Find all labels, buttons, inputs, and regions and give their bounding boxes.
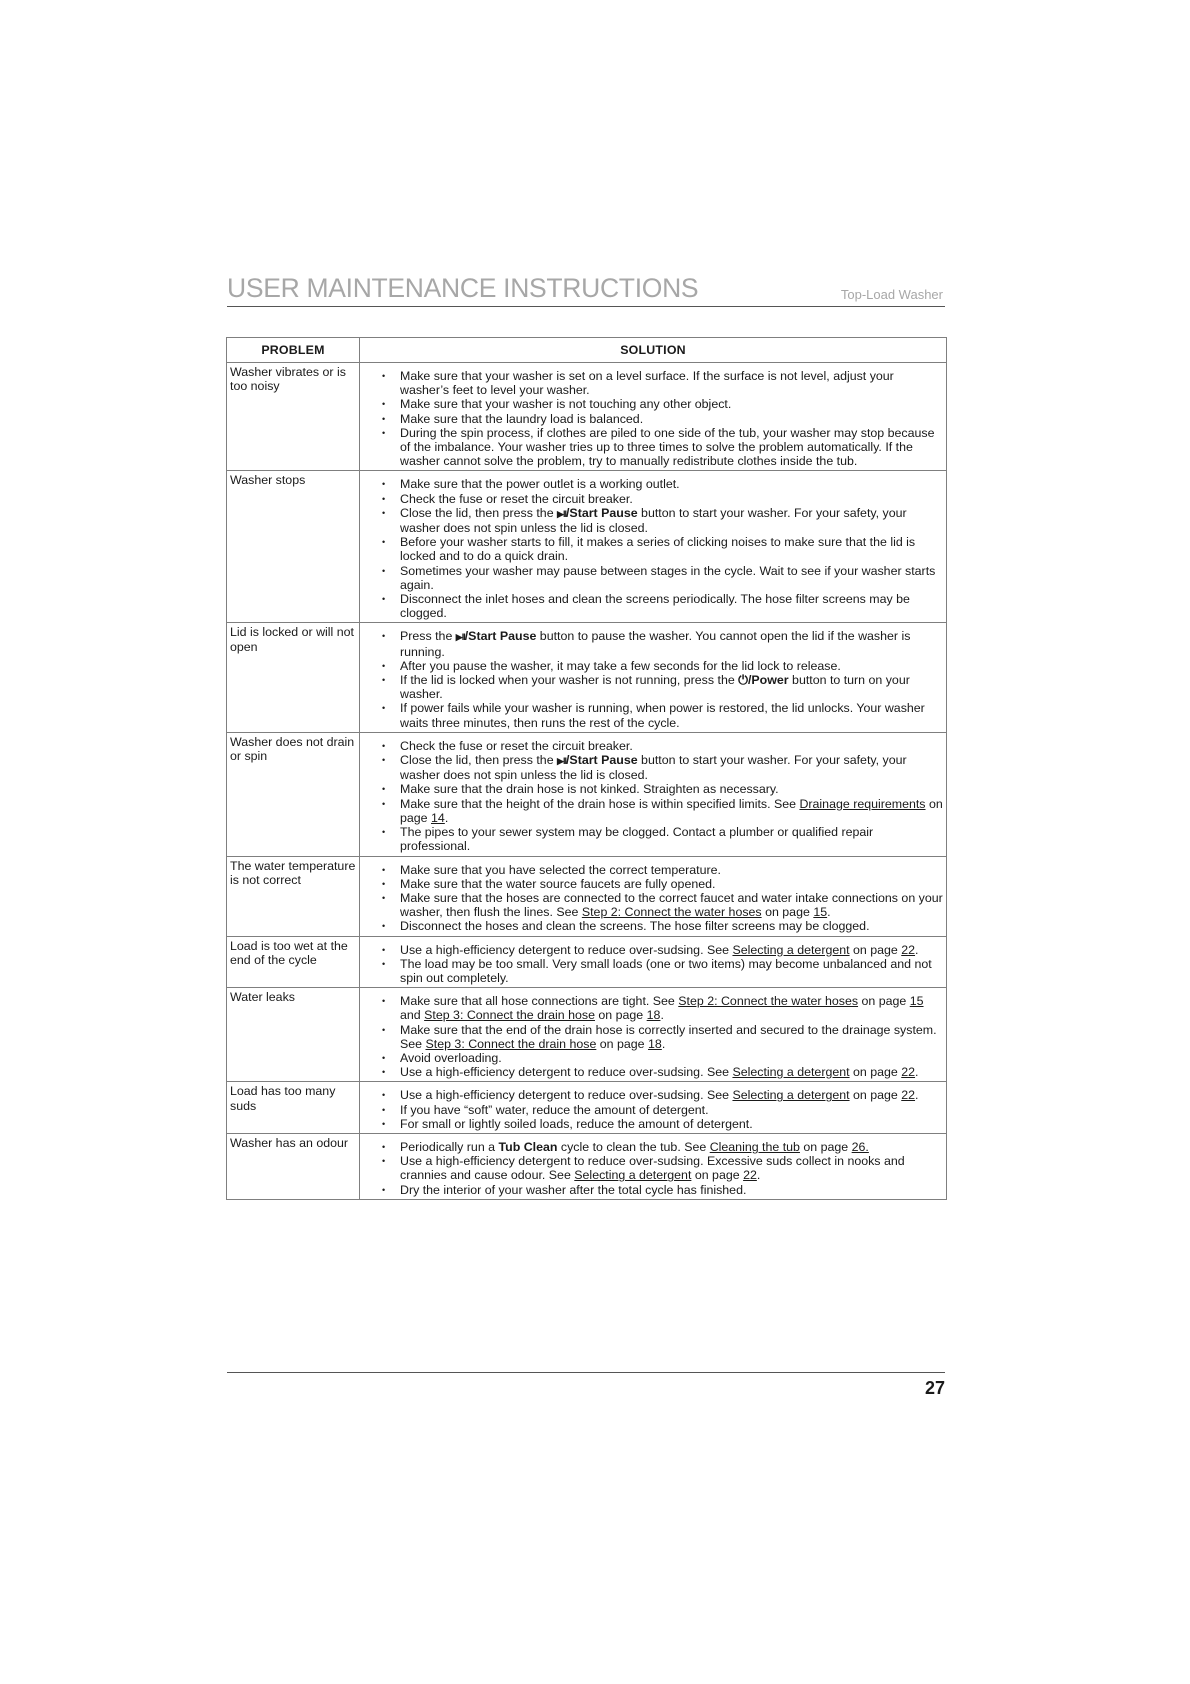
solution-text: on page xyxy=(849,1088,902,1103)
solution-item xyxy=(374,477,943,491)
control-label: /Start Pause xyxy=(565,753,638,768)
solution-cell xyxy=(360,1082,947,1134)
problem-cell: Lid is locked or will not open xyxy=(227,623,360,732)
table-body xyxy=(227,363,947,1200)
play-pause-icon: ▶II xyxy=(455,632,465,643)
solution-text: Dry the interior of your washer after the total cycle has finished. xyxy=(400,1182,747,1197)
footer-rule xyxy=(227,1372,945,1373)
solution-item xyxy=(374,782,943,796)
solution-text: Use a high-efficiency detergent to reduce over-sudsing. See xyxy=(400,942,733,957)
solution-item xyxy=(374,673,943,701)
solution-text: . xyxy=(444,810,449,825)
solution-item xyxy=(374,1103,943,1117)
solution-text: on page xyxy=(799,1139,852,1154)
column-header-solution: SOLUTION xyxy=(360,338,947,363)
solution-cell xyxy=(360,856,947,936)
problem-cell: Washer vibrates or is too noisy xyxy=(227,363,360,471)
solution-text: After you pause the washer, it may take a few seconds for the lid lock to release. xyxy=(400,658,841,673)
page-header xyxy=(227,266,945,307)
cross-reference-link[interactable]: 14 xyxy=(431,810,445,825)
solution-text: on page xyxy=(400,796,943,825)
solution-cell xyxy=(360,988,947,1082)
cross-reference-link[interactable]: 22 xyxy=(901,942,916,957)
solution-list xyxy=(374,477,943,620)
solution-text: Check the fuse or reset the circuit breaker. xyxy=(400,738,633,753)
solution-cell xyxy=(360,623,947,732)
solution-text: . xyxy=(915,1088,919,1103)
cross-reference-link[interactable]: Step 3: Connect the drain hose xyxy=(425,1036,597,1051)
cross-reference-link[interactable]: Drainage requirements xyxy=(799,796,926,811)
solution-item xyxy=(374,797,943,825)
solution-list xyxy=(374,369,943,468)
solution-text: Disconnect the hoses and clean the screens. The hose filter screens may be clogged. xyxy=(400,919,870,934)
solution-text: Make sure that the hoses are connected to the correct faucet and water intake connections on your washer, then flush the lines. See xyxy=(400,890,943,920)
table-row xyxy=(227,936,947,988)
solution-item xyxy=(374,564,943,592)
table-row xyxy=(227,988,947,1082)
table-row xyxy=(227,471,947,623)
solution-item xyxy=(374,739,943,753)
solution-text: Periodically run a xyxy=(400,1139,499,1154)
solution-text: Close the lid, then press the xyxy=(400,753,558,768)
solution-text: If the lid is locked when your washer is not running, press the xyxy=(400,673,739,688)
cross-reference-link[interactable]: Step 2: Connect the water hoses xyxy=(581,905,762,920)
table-header-row xyxy=(227,338,947,363)
solution-text: Press the xyxy=(400,629,456,644)
solution-cell xyxy=(360,363,947,471)
solution-text: Make sure that the end of the drain hose is correctly inserted and secured to the drainage system. See xyxy=(400,1022,937,1051)
control-label: Tub Clean xyxy=(498,1139,558,1154)
solution-list xyxy=(374,739,943,854)
table-row xyxy=(227,732,947,856)
solution-text: Make sure that the water source faucets are fully opened. xyxy=(400,876,716,891)
problem-cell: Water leaks xyxy=(227,988,360,1082)
solution-text: on page xyxy=(596,1036,649,1051)
solution-item xyxy=(374,659,943,673)
solution-text: on page xyxy=(849,942,902,957)
cross-reference-link[interactable]: Step 2: Connect the water hoses xyxy=(678,994,859,1009)
cross-reference-link[interactable]: Selecting a detergent xyxy=(732,1088,850,1103)
page-subtitle: Top-Load Washer xyxy=(840,287,943,302)
solution-item xyxy=(374,701,943,729)
solution-item xyxy=(374,426,943,469)
solution-item xyxy=(374,492,943,506)
solution-text: The pipes to your sewer system may be clogged. Contact a plumber or qualified repair professional. xyxy=(400,825,874,854)
solution-text: cycle to clean the tub. See xyxy=(557,1139,710,1154)
solution-text: button to pause the washer. You cannot open the lid if the washer is running. xyxy=(400,629,911,659)
solution-text: and xyxy=(400,1008,425,1023)
table-row xyxy=(227,363,947,471)
solution-text: button to start your washer. For your safety, your washer does not spin unless the lid is closed. xyxy=(400,505,907,536)
table-row xyxy=(227,1133,947,1199)
solution-text: Use a high-efficiency detergent to reduce over-sudsing. See xyxy=(400,1065,733,1080)
solution-text: During the spin process, if clothes are piled to one side of the tub, your washer may stop because of the imbalance. Your washer tries up to three times to solve the problem automatically. If the washer cannot solve the problem, try to manually redistribute clothes inside the tub. xyxy=(400,425,935,469)
solution-text: on page xyxy=(858,994,910,1009)
solution-text: Disconnect the inlet hoses and clean the screens periodically. The hose filter screens may be clogged. xyxy=(400,592,910,621)
solution-item xyxy=(374,1140,943,1154)
solution-text: If you have “soft” water, reduce the amount of detergent. xyxy=(400,1102,709,1117)
solution-cell xyxy=(360,732,947,856)
cross-reference-link[interactable]: 22 xyxy=(901,1088,916,1103)
solution-text: Check the fuse or reset the circuit breaker. xyxy=(400,491,633,506)
cross-reference-link[interactable]: Selecting a detergent xyxy=(574,1168,692,1183)
solution-text: Make sure that the power outlet is a working outlet. xyxy=(400,477,680,492)
solution-item xyxy=(374,397,943,411)
problem-cell: Load has too many suds xyxy=(227,1082,360,1134)
cross-reference-link[interactable]: Selecting a detergent xyxy=(732,1065,850,1080)
solution-item xyxy=(374,825,943,853)
solution-text: Make sure that the height of the drain hose is within specified limits. See xyxy=(400,796,800,811)
solution-item xyxy=(374,753,943,782)
column-header-problem: PROBLEM xyxy=(227,338,360,363)
table-row xyxy=(227,856,947,936)
solution-item xyxy=(374,1154,943,1182)
solution-cell xyxy=(360,936,947,988)
cross-reference-link[interactable]: 18 xyxy=(646,1008,661,1023)
cross-reference-link[interactable]: 18 xyxy=(648,1036,662,1051)
solution-text: . xyxy=(661,1036,666,1051)
solution-item xyxy=(374,863,943,877)
cross-reference-link[interactable]: 22 xyxy=(901,1065,916,1080)
solution-item xyxy=(374,994,943,1022)
solution-text: Use a high-efficiency detergent to reduce over-sudsing. See xyxy=(400,1088,733,1103)
solution-item xyxy=(374,412,943,426)
control-label: /Start Pause xyxy=(565,505,638,520)
solution-list xyxy=(374,1140,943,1197)
play-pause-icon: ▶II xyxy=(557,508,566,519)
table-row xyxy=(227,623,947,732)
solution-list xyxy=(374,1088,943,1131)
solution-list xyxy=(374,863,943,934)
solution-text: Make sure that the drain hose is not kinked. Straighten as necessary. xyxy=(400,782,779,797)
solution-text: Before your washer starts to fill, it makes a series of clicking noises to make sure that the lid is locked and to do a quick drain. xyxy=(400,535,916,564)
problem-cell: The water temperature is not correct xyxy=(227,856,360,936)
cross-reference-link[interactable]: 22 xyxy=(743,1168,757,1183)
solution-item xyxy=(374,919,943,933)
solution-item xyxy=(374,1183,943,1197)
solution-item xyxy=(374,535,943,563)
solution-text: . xyxy=(915,1065,919,1080)
solution-text: button to turn on your washer. xyxy=(400,673,910,702)
problem-cell: Washer has an odour xyxy=(227,1133,360,1199)
solution-text: Make sure that all hose connections are tight. See xyxy=(400,994,679,1009)
solution-item xyxy=(374,629,943,658)
control-label: ⏻/Power xyxy=(738,673,789,688)
solution-text: Close the lid, then press the xyxy=(400,505,558,520)
solution-text: Make sure that your washer is set on a level surface. If the surface is not level, adjust your washer’s feet to level your washer. xyxy=(400,369,894,398)
solution-item xyxy=(374,369,943,397)
control-label: /Start Pause xyxy=(464,629,537,644)
solution-list xyxy=(374,629,943,729)
solution-text: . xyxy=(660,1008,664,1023)
solution-item xyxy=(374,1088,943,1102)
cross-reference-link[interactable]: 15 xyxy=(813,905,828,920)
solution-cell xyxy=(360,471,947,623)
solution-text: The load may be too small. Very small loads (one or two items) may become unbalanced and not spin out completely. xyxy=(400,956,932,985)
solution-text: If power fails while your washer is running, when power is restored, the lid unlocks. Your washer waits three minutes, then runs the rest of the cycle. xyxy=(400,701,925,730)
solution-text: Sometimes your washer may pause between stages in the cycle. Wait to see if your washer starts again. xyxy=(400,563,936,592)
solution-item xyxy=(374,1023,943,1051)
solution-item xyxy=(374,891,943,919)
solution-text: on page xyxy=(849,1065,902,1080)
problem-cell: Washer does not drain or spin xyxy=(227,732,360,856)
solution-text: Make sure that your washer is not touching any other object. xyxy=(400,397,732,412)
page-number: 27 xyxy=(924,1378,945,1398)
page-title: USER MAINTENANCE INSTRUCTIONS xyxy=(227,273,699,303)
solution-text: For small or lightly soiled loads, reduce the amount of detergent. xyxy=(400,1116,753,1131)
solution-item xyxy=(374,1065,943,1079)
solution-item xyxy=(374,943,943,957)
solution-text: Avoid overloading. xyxy=(400,1050,502,1065)
cross-reference-link[interactable]: Cleaning the tub xyxy=(709,1139,800,1154)
problem-cell: Washer stops xyxy=(227,471,360,623)
solution-list xyxy=(374,994,943,1079)
solution-text: button to start your washer. For your safety, your washer does not spin unless the lid is closed. xyxy=(400,753,907,783)
solution-text: Make sure that the laundry load is balanced. xyxy=(400,411,644,426)
cross-reference-link[interactable]: 26. xyxy=(851,1139,869,1154)
cross-reference-link[interactable]: 15 xyxy=(909,994,924,1009)
table-row xyxy=(227,1082,947,1134)
solution-item xyxy=(374,1117,943,1131)
cross-reference-link[interactable]: Step 3: Connect the drain hose xyxy=(424,1008,595,1023)
solution-text: Use a high-efficiency detergent to reduce over-sudsing. Excessive suds collect in nooks and crannies and cause odour. See xyxy=(400,1154,905,1183)
troubleshooting-table xyxy=(226,337,947,1200)
solution-text: on page xyxy=(691,1168,744,1183)
solution-text: . xyxy=(827,905,831,920)
solution-cell xyxy=(360,1133,947,1199)
solution-text: . xyxy=(915,942,919,957)
solution-text: on page xyxy=(761,905,814,920)
solution-item xyxy=(374,506,943,535)
play-pause-icon: ▶II xyxy=(557,756,566,767)
solution-item xyxy=(374,592,943,620)
cross-reference-link[interactable]: Selecting a detergent xyxy=(732,942,850,957)
solution-text: Make sure that you have selected the correct temperature. xyxy=(400,862,721,877)
solution-text: . xyxy=(756,1168,761,1183)
solution-item xyxy=(374,1051,943,1065)
solution-list xyxy=(374,943,943,986)
solution-item xyxy=(374,957,943,985)
solution-item xyxy=(374,877,943,891)
solution-text: on page xyxy=(594,1008,647,1023)
problem-cell: Load is too wet at the end of the cycle xyxy=(227,936,360,988)
